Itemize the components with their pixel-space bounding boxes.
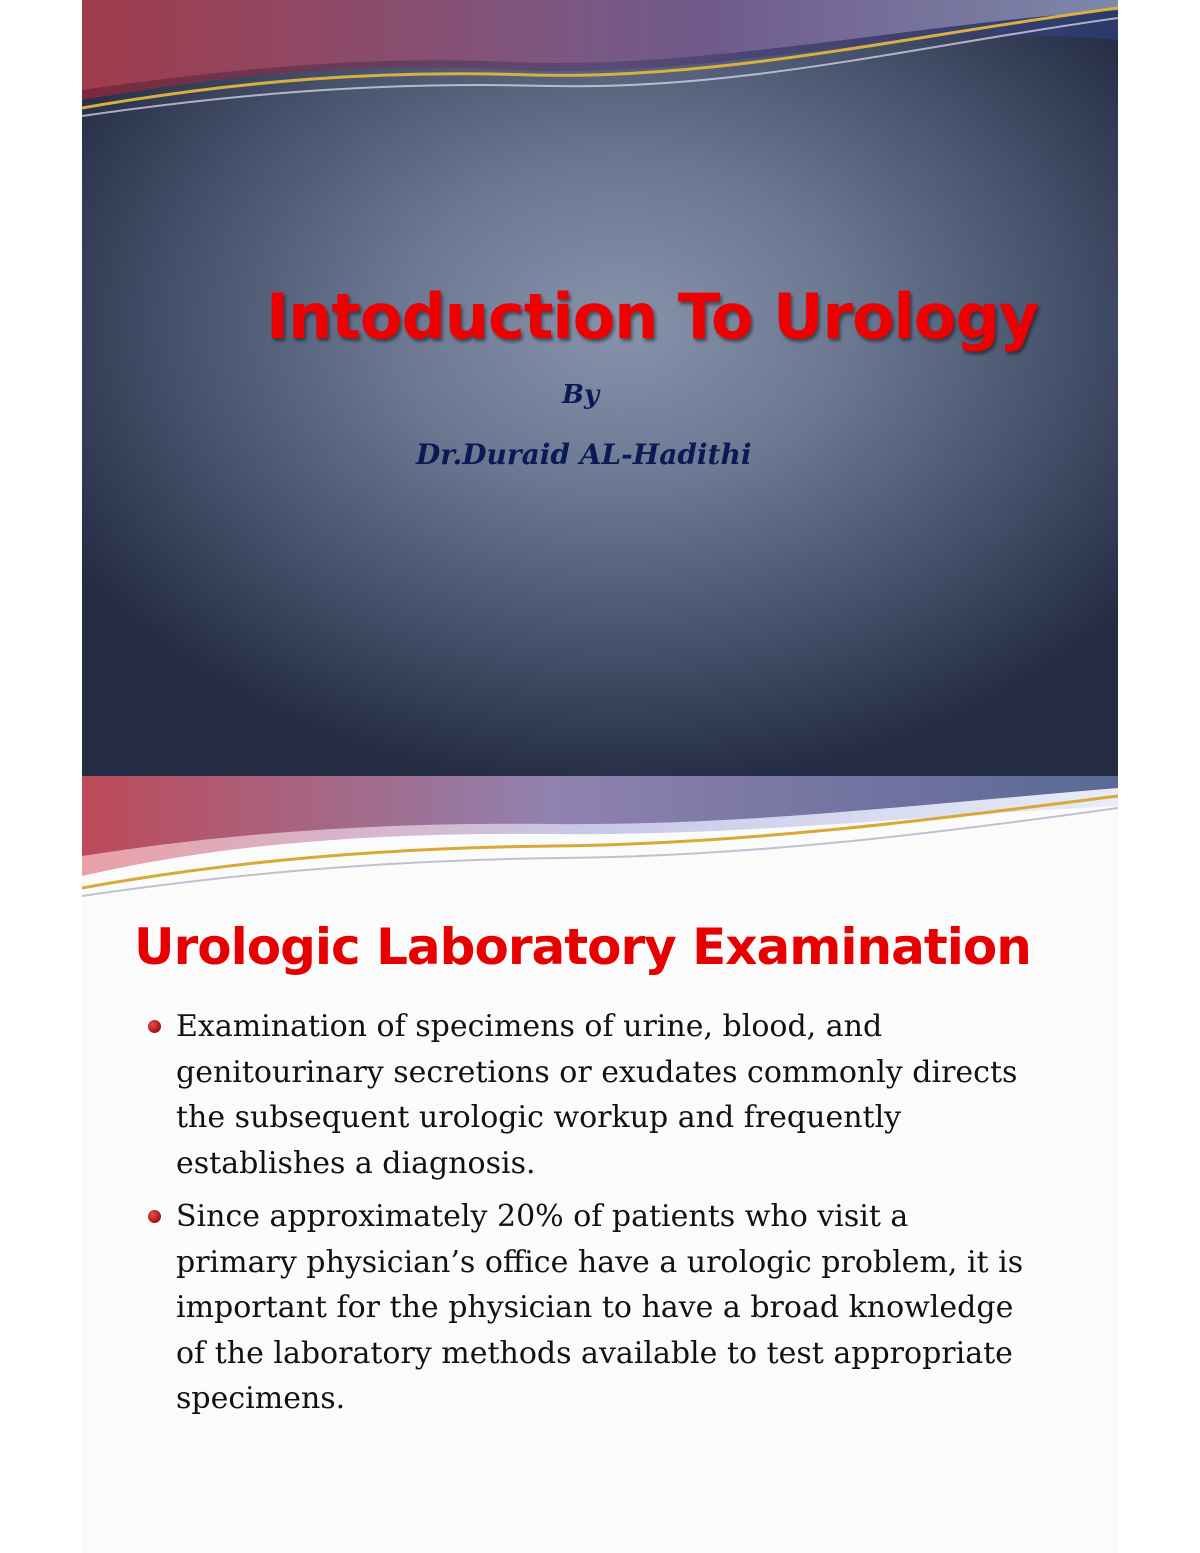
title-slide xyxy=(82,0,1118,776)
slide-heading: Urologic Laboratory Examination xyxy=(134,918,1031,976)
bullet-line: of the laboratory methods available to test appropriate xyxy=(176,1335,1013,1371)
slide-title: Intoduction To Urology xyxy=(266,280,1039,353)
decorative-wave-header xyxy=(82,0,1118,130)
bullet-line: specimens. xyxy=(176,1381,346,1416)
bullet-line: the subsequent urologic workup and frequently xyxy=(176,1100,902,1135)
byline-label: By xyxy=(562,380,600,410)
bullet-line: establishes a diagnosis. xyxy=(176,1145,536,1181)
bullet-line: primary physician’s office have a urologic problem, it is xyxy=(176,1244,1024,1280)
bullet-item xyxy=(142,1194,1072,1422)
bullet-line: Since approximately 20% of patients who visit a xyxy=(176,1199,909,1234)
decorative-wave-header xyxy=(82,776,1118,906)
bullet-list xyxy=(142,1004,1072,1430)
bullet-line: important for the physician to have a broad knowledge xyxy=(176,1290,1014,1325)
content-slide xyxy=(82,776,1118,1553)
author-name: Dr.Duraid AL-Hadithi xyxy=(416,438,752,471)
bullet-icon xyxy=(148,1020,161,1033)
bullet-icon xyxy=(148,1210,161,1223)
bullet-line: genitourinary secretions or exudates commonly directs xyxy=(176,1054,1018,1090)
bullet-item xyxy=(142,1004,1072,1186)
bullet-line: Examination of specimens of urine, blood, and xyxy=(176,1009,883,1044)
